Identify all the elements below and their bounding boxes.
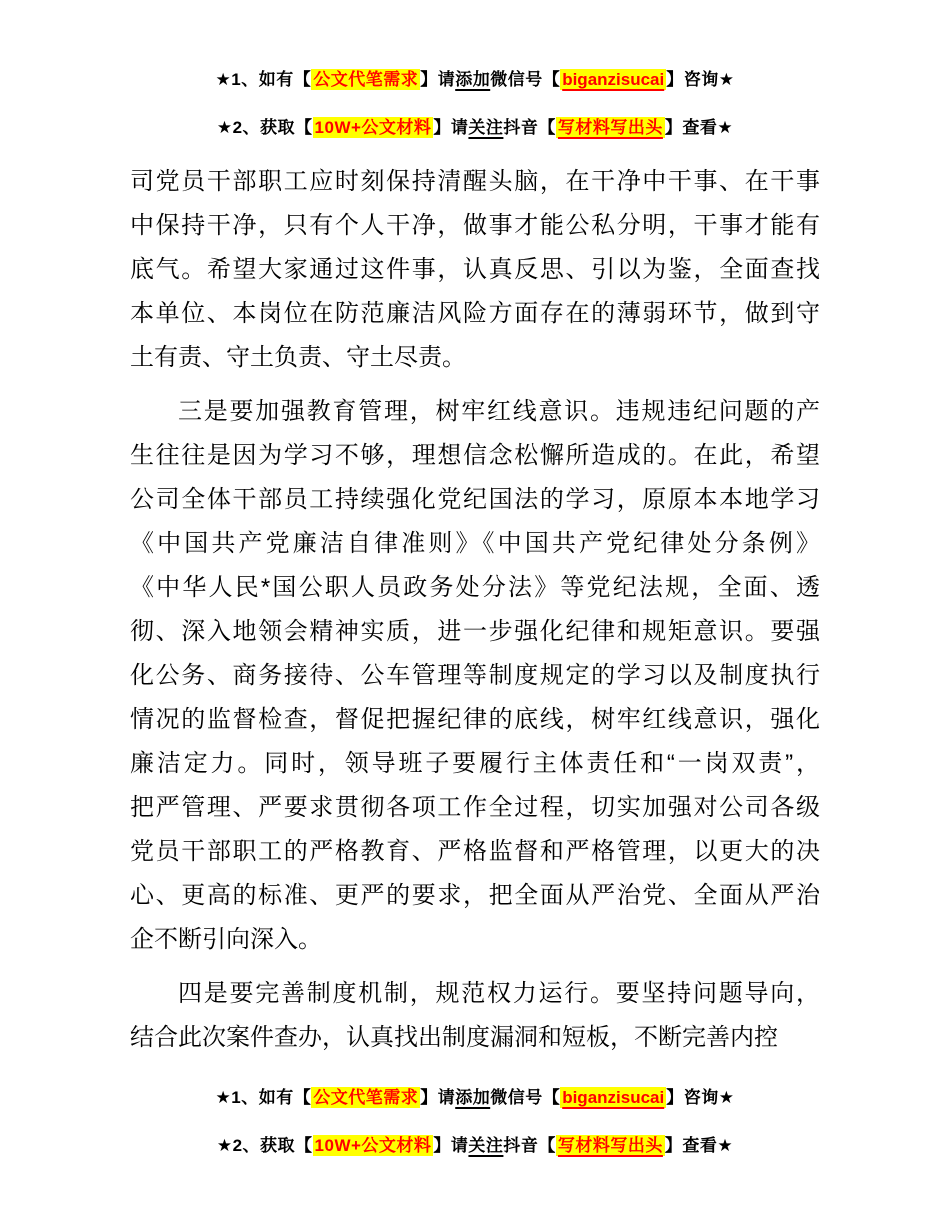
promo-text: 】请 — [433, 1136, 469, 1155]
promo-suffix: 】咨询★ — [666, 1088, 735, 1107]
text-line: 中保持干净，只有个人干净，做事才能公私分明，干事才能有 — [130, 212, 820, 239]
paragraph — [130, 160, 820, 380]
promo-prefix: ★1、如有【 — [215, 1088, 312, 1107]
promo-line — [0, 56, 950, 104]
text-line: 公司全体干部员工持续强化党纪国法的学习，原原本本地学习 — [130, 486, 820, 513]
text-line: 党员干部职工的严格教育、严格监督和严格管理，以更大的决 — [130, 838, 820, 865]
add-action: 添加 — [455, 1088, 491, 1107]
hl-keyword-service: 公文代笔需求 — [313, 70, 419, 89]
hl-keyword-materials: 10W+公文材料 — [314, 118, 432, 137]
text-line: 四是要完善制度机制，规范权力运行。要坚持问题导向， — [178, 980, 820, 1007]
promo-text: 微信号【 — [490, 1088, 561, 1107]
follow-action: 关注 — [468, 118, 504, 137]
promo-prefix: ★2、获取【 — [216, 1136, 313, 1155]
promo-banner-bottom — [0, 1074, 950, 1170]
douyin-account: 写材料写出头 — [557, 1136, 663, 1155]
promo-line — [0, 1074, 950, 1122]
text-line: 生往往是因为学习不够，理想信念松懈所造成的。在此，希望 — [130, 442, 820, 469]
promo-text: 】请 — [433, 118, 469, 137]
promo-suffix: 】咨询★ — [666, 70, 735, 89]
paragraph — [130, 390, 820, 962]
promo-text: 】请 — [420, 1088, 456, 1107]
text-line: 本单位、本岗位在防范廉洁风险方面存在的薄弱环节，做到守 — [130, 300, 820, 327]
promo-line — [0, 104, 950, 152]
promo-line — [0, 1122, 950, 1170]
text-line: 企不断引向深入。 — [130, 926, 322, 953]
wechat-id: biganzisucai — [562, 1088, 665, 1107]
promo-banner-top — [0, 0, 950, 152]
text-line: 三是要加强教育管理，树牢红线意识。违规违纪问题的产 — [178, 398, 820, 425]
wechat-id: biganzisucai — [562, 70, 665, 89]
promo-suffix: 】查看★ — [664, 1136, 734, 1155]
add-action: 添加 — [455, 70, 491, 89]
text-line: 底气。希望大家通过这件事，认真反思、引以为鉴，全面查找 — [130, 256, 820, 283]
text-line: 把严管理、严要求贯彻各项工作全过程，切实加强对公司各级 — [130, 794, 820, 821]
text-line: 化公务、商务接待、公车管理等制度规定的学习以及制度执行 — [130, 662, 820, 689]
paragraph — [130, 972, 820, 1060]
promo-text: 抖音【 — [503, 118, 556, 137]
promo-suffix: 】查看★ — [664, 118, 734, 137]
text-line: 心、更高的标准、更严的要求，把全面从严治党、全面从严治 — [130, 882, 820, 909]
text-line: 廉洁定力。同时，领导班子要履行主体责任和“一岗双责”， — [130, 750, 820, 777]
text-line: 司党员干部职工应时刻保持清醒头脑，在干净中干事、在干事 — [130, 168, 820, 195]
douyin-account: 写材料写出头 — [557, 118, 663, 137]
promo-prefix: ★2、获取【 — [216, 118, 313, 137]
text-line: 《中国共产党廉洁自律准则》《中国共产党纪律处分条例》 — [130, 530, 820, 557]
promo-prefix: ★1、如有【 — [215, 70, 312, 89]
text-line: 土有责、守土负责、守土尽责。 — [130, 344, 466, 371]
text-line: 彻、深入地领会精神实质，进一步强化纪律和规矩意识。要强 — [130, 618, 820, 645]
promo-text: 抖音【 — [503, 1136, 556, 1155]
hl-keyword-materials: 10W+公文材料 — [314, 1136, 432, 1155]
text-line: 结合此次案件查办，认真找出制度漏洞和短板，不断完善内控 — [130, 1024, 778, 1051]
text-line: 情况的监督检查，督促把握纪律的底线，树牢红线意识，强化 — [130, 706, 820, 733]
promo-text: 微信号【 — [490, 70, 561, 89]
hl-keyword-service: 公文代笔需求 — [313, 1088, 419, 1107]
promo-text: 】请 — [420, 70, 456, 89]
text-line: 《中华人民*国公职人员政务处分法》等党纪法规，全面、透 — [130, 574, 820, 601]
document-body — [130, 160, 820, 1060]
follow-action: 关注 — [468, 1136, 504, 1155]
